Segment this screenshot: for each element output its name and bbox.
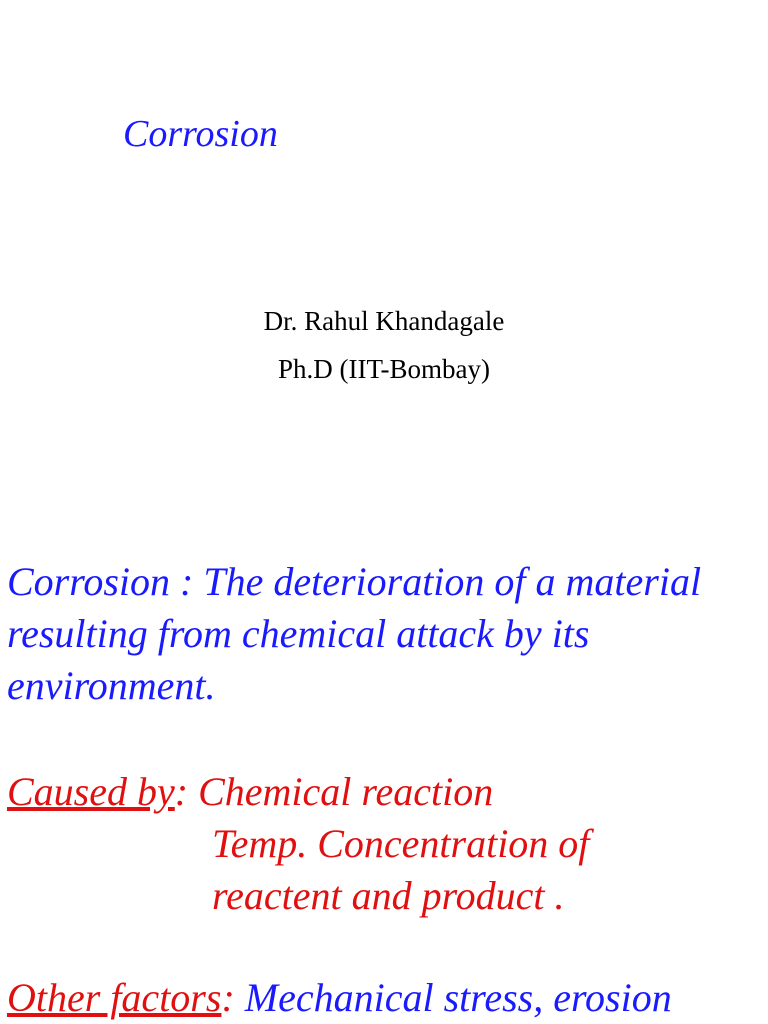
definition-line: Corrosion : The deterioration of a material — [7, 559, 702, 604]
author-name: Dr. Rahul Khandagale — [263, 306, 505, 336]
other-factors-label: Other factors — [7, 975, 222, 1020]
author-degree: Ph.D (IIT-Bombay) — [278, 354, 490, 384]
causes-row — [7, 766, 589, 818]
causes-label: Caused by — [7, 769, 175, 814]
causes-block — [7, 766, 589, 922]
definition-line: resulting from chemical attack by its — [7, 611, 590, 656]
causes-item: Temp. Concentration of — [212, 821, 590, 866]
causes-item: reactent and product . — [212, 873, 565, 918]
causes-item: Chemical reaction — [198, 769, 494, 814]
causes-row — [7, 870, 589, 922]
causes-colon: : — [174, 769, 199, 814]
definition-block — [7, 556, 701, 712]
page-title: Corrosion — [123, 113, 278, 155]
definition-line: environment. — [7, 663, 216, 708]
other-factors-colon: : — [221, 975, 245, 1020]
other-factors-text: Mechanical stress, erosion — [244, 975, 672, 1020]
causes-row — [7, 818, 589, 870]
other-factors-block — [7, 972, 672, 1024]
